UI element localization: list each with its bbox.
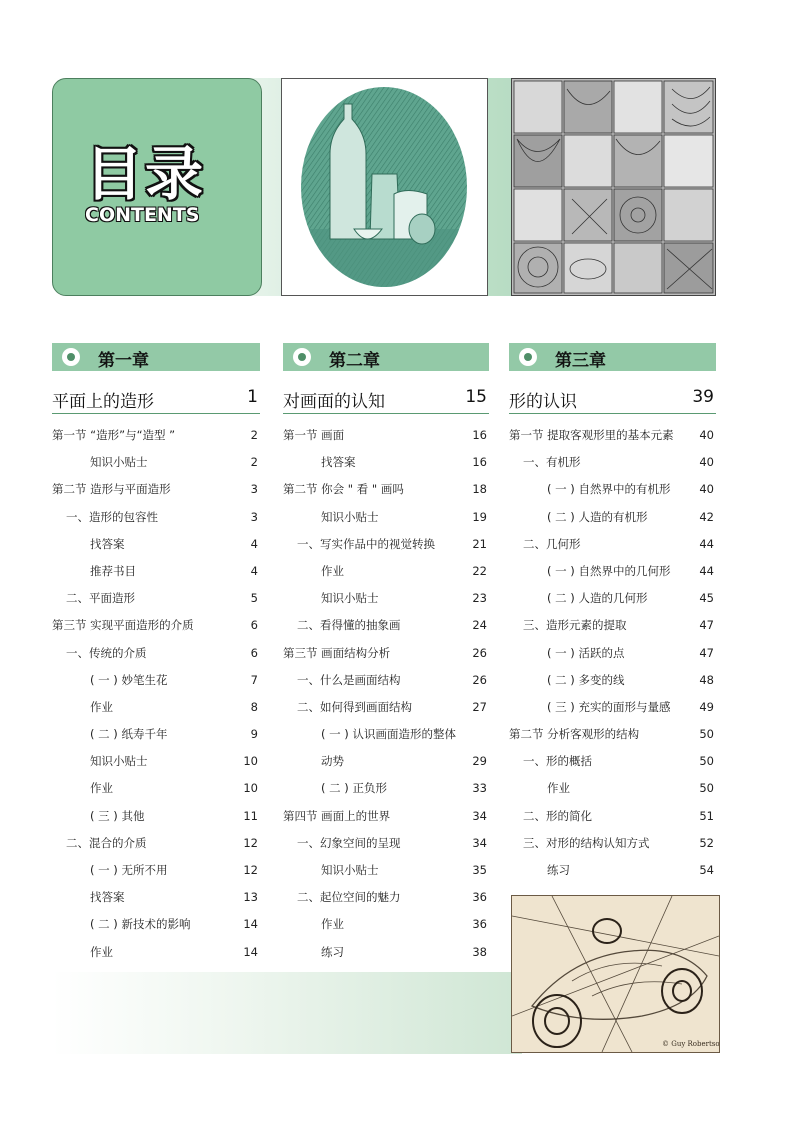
toc-entry-title: ( 二 ) 人造的几何形	[547, 591, 648, 606]
toc-entry-title: 第三节 实现平面造形的介质	[52, 618, 194, 633]
toc-entry[interactable]	[283, 646, 489, 673]
toc-entry-title: 作业	[90, 781, 113, 796]
toc-entry-title: 一、造形的包容性	[66, 509, 158, 524]
toc-entry[interactable]	[283, 781, 489, 808]
toc-entry-page: 8	[250, 699, 258, 714]
toc-entry[interactable]	[283, 863, 489, 890]
toc-entry-page: 40	[699, 455, 714, 470]
toc-entry-title: 找答案	[321, 455, 356, 470]
contents-title-box	[52, 78, 262, 296]
chapter-2-header	[283, 343, 489, 371]
toc-entry-title: 一、什么是画面结构	[297, 672, 401, 687]
toc-entry-page: 9	[250, 727, 258, 742]
toc-entry-page: 6	[250, 618, 258, 633]
toc-entry-title: 作业	[321, 563, 344, 578]
toc-entry[interactable]	[52, 863, 260, 890]
chapter-3-label: 第三章	[555, 351, 606, 371]
toc-entry[interactable]	[509, 781, 716, 808]
chapter-1-title: 平面上的造形	[52, 392, 154, 412]
toc-entry[interactable]	[283, 836, 489, 863]
toc-entry-page: 12	[243, 835, 258, 850]
toc-entry-title: 三、对形的结构认知方式	[523, 835, 650, 850]
toc-entry-title: ( 二 ) 新技术的影响	[90, 917, 191, 932]
toc-entry[interactable]	[52, 510, 260, 537]
toc-entry-page: 4	[250, 536, 258, 551]
toc-entry-title: ( 一 ) 自然界中的有机形	[547, 482, 671, 497]
pattern-collage	[512, 79, 715, 295]
chapter-3-column	[509, 343, 716, 890]
car-sketch-image	[511, 895, 720, 1053]
toc-entry-title: 一、写实作品中的视觉转换	[297, 536, 435, 551]
chapter-1-label: 第一章	[98, 351, 149, 371]
toc-entry[interactable]	[509, 809, 716, 836]
toc-entry-page: 13	[243, 890, 258, 905]
toc-entry-page: 51	[699, 808, 714, 823]
toc-entry[interactable]	[509, 618, 716, 645]
chapter-3-page: 39	[692, 387, 714, 407]
toc-entry-title: 第二节 分析客观形的结构	[509, 727, 640, 742]
toc-entry-page: 2	[250, 428, 258, 442]
toc-entry-title: 第三节 画面结构分析	[283, 645, 391, 660]
toc-entry-title: ( 一 ) 无所不用	[90, 863, 168, 877]
toc-entry-title: ( 二 ) 正负形	[321, 781, 387, 796]
toc-entry[interactable]	[52, 618, 260, 645]
toc-entry[interactable]	[52, 673, 260, 700]
toc-entry[interactable]	[283, 754, 489, 781]
toc-entry[interactable]	[52, 564, 260, 591]
toc-entry-page: 3	[250, 509, 258, 524]
toc-entry[interactable]	[52, 646, 260, 673]
toc-entry-page: 47	[699, 645, 714, 660]
signature: © Guy Robertson	[662, 1040, 719, 1048]
toc-entry[interactable]	[52, 700, 260, 727]
toc-entry-title: 知识小贴士	[90, 754, 148, 769]
toc-entry[interactable]	[509, 727, 716, 754]
toc-entry-title: 一、形的概括	[523, 754, 592, 769]
toc-entry-page: 33	[472, 781, 487, 796]
toc-entry[interactable]	[52, 455, 260, 482]
toc-entry[interactable]	[509, 673, 716, 700]
toc-entry-title: 找答案	[90, 536, 125, 551]
toc-entry-title: 第一节 提取客观形里的基本元素	[509, 428, 674, 442]
toc-entry-page: 49	[699, 699, 714, 714]
toc-entry-title: 知识小贴士	[321, 591, 379, 606]
toc-entry-title: 第四节 画面上的世界	[283, 808, 391, 823]
still-life-sketch	[282, 79, 487, 295]
toc-entry[interactable]	[283, 591, 489, 618]
toc-entry-page: 47	[699, 618, 714, 633]
toc-entry[interactable]	[509, 863, 716, 890]
toc-entry-page: 50	[699, 754, 714, 769]
toc-entry-page: 34	[472, 835, 487, 850]
toc-entry-page: 40	[699, 482, 714, 497]
toc-entry-title: 作业	[547, 781, 570, 796]
toc-entry[interactable]	[509, 455, 716, 482]
chapter-2-entries	[283, 428, 489, 972]
toc-entry-title: 作业	[90, 944, 113, 959]
toc-entry-title: 二、起位空间的魅力	[297, 890, 401, 905]
toc-entry-page: 2	[250, 455, 258, 470]
toc-entry-title: 二、平面造形	[66, 591, 135, 606]
toc-entry-title: 第一节 画面	[283, 428, 345, 442]
toc-entry-title: 一、有机形	[523, 455, 581, 470]
toc-entry[interactable]	[52, 809, 260, 836]
toc-entry[interactable]	[509, 700, 716, 727]
toc-entry-title: 知识小贴士	[321, 863, 379, 877]
toc-entry[interactable]	[509, 564, 716, 591]
toc-entry[interactable]	[283, 564, 489, 591]
toc-entry-page: 36	[472, 917, 487, 932]
toc-entry-title: ( 二 ) 纸寿千年	[90, 727, 168, 742]
chapter-3-entries	[509, 428, 716, 890]
toc-entry-page: 4	[250, 563, 258, 578]
toc-entry-page: 22	[472, 563, 487, 578]
toc-entry-page: 14	[243, 917, 258, 932]
toc-entry-title: 二、看得懂的抽象画	[297, 618, 401, 633]
chapter-1-header	[52, 343, 260, 371]
toc-entry[interactable]	[509, 591, 716, 618]
toc-entry-page: 34	[472, 808, 487, 823]
toc-entry[interactable]	[283, 537, 489, 564]
toc-entry[interactable]	[509, 836, 716, 863]
toc-entry-page: 21	[472, 536, 487, 551]
toc-entry-page: 54	[699, 863, 714, 877]
toc-entry-page: 44	[699, 563, 714, 578]
chapter-2-page: 15	[465, 387, 487, 407]
toc-entry[interactable]	[283, 890, 489, 917]
toc-entry-page: 16	[472, 428, 487, 442]
toc-entry-page: 50	[699, 781, 714, 796]
toc-entry-title: 一、幻象空间的呈现	[297, 835, 401, 850]
toc-entry-page: 10	[243, 781, 258, 796]
page-subtitle: CONTENTS	[85, 204, 200, 226]
chapter-2-label: 第二章	[329, 351, 380, 371]
toc-entry[interactable]	[283, 428, 489, 455]
toc-entry[interactable]	[283, 455, 489, 482]
toc-entry-page: 38	[472, 944, 487, 959]
toc-entry-page: 50	[699, 727, 714, 742]
bottom-gradient	[52, 972, 522, 1054]
disc-icon	[62, 348, 80, 366]
toc-entry-title: 作业	[321, 917, 344, 932]
toc-entry-title: ( 二 ) 人造的有机形	[547, 509, 648, 524]
chapter-2-title: 对画面的认知	[283, 392, 385, 412]
toc-entry-title: ( 一 ) 自然界中的几何形	[547, 563, 671, 578]
toc-entry-title: 知识小贴士	[321, 509, 379, 524]
toc-entry[interactable]	[52, 754, 260, 781]
toc-entry-page: 23	[472, 591, 487, 606]
toc-entry[interactable]	[509, 754, 716, 781]
toc-entry[interactable]	[52, 917, 260, 944]
toc-entry-page: 36	[472, 890, 487, 905]
toc-entry-title: ( 一 ) 妙笔生花	[90, 672, 168, 687]
toc-entry[interactable]	[283, 482, 489, 509]
toc-entry[interactable]	[52, 836, 260, 863]
toc-entry[interactable]	[509, 646, 716, 673]
disc-icon	[519, 348, 537, 366]
toc-entry-page: 48	[699, 672, 714, 687]
toc-entry-page: 3	[250, 482, 258, 497]
toc-entry-title: 找答案	[90, 890, 125, 905]
toc-entry-page: 40	[699, 428, 714, 442]
toc-entry[interactable]	[509, 510, 716, 537]
toc-entry[interactable]	[52, 945, 260, 972]
chapter-3-title: 形的认识	[509, 392, 577, 412]
toc-entry[interactable]	[283, 673, 489, 700]
toc-entry-title: 第一节 “造形”与“造型 ”	[52, 428, 176, 442]
toc-entry[interactable]	[52, 537, 260, 564]
toc-entry-page: 6	[250, 645, 258, 660]
toc-entry[interactable]	[283, 917, 489, 944]
toc-entry-title: 动势	[321, 754, 344, 769]
toc-entry-page: 26	[472, 645, 487, 660]
toc-entry-title: 作业	[90, 699, 113, 714]
toc-entry-page: 19	[472, 509, 487, 524]
toc-entry[interactable]	[283, 945, 489, 972]
toc-entry-page: 35	[472, 863, 487, 877]
chapter-2-column	[283, 343, 489, 972]
toc-entry-title: 第二节 造形与平面造形	[52, 482, 171, 497]
toc-entry[interactable]	[52, 727, 260, 754]
toc-entry[interactable]	[283, 809, 489, 836]
toc-entry-title: 三、造形元素的提取	[523, 618, 627, 633]
disc-icon	[293, 348, 311, 366]
toc-entry-title: ( 三 ) 其他	[90, 808, 145, 823]
toc-entry[interactable]	[52, 428, 260, 455]
toc-entry[interactable]	[283, 700, 489, 727]
toc-entry-page: 12	[243, 863, 258, 877]
toc-entry-title: 知识小贴士	[90, 455, 148, 470]
toc-entry-page: 26	[472, 672, 487, 687]
toc-entry-title: 二、如何得到画面结构	[297, 699, 412, 714]
toc-entry-page: 29	[472, 754, 487, 769]
toc-entry[interactable]	[52, 482, 260, 509]
toc-entry[interactable]	[52, 591, 260, 618]
toc-entry-page: 42	[699, 509, 714, 524]
chapter-1-title-row[interactable]	[52, 385, 260, 414]
toc-entry[interactable]	[52, 781, 260, 808]
toc-entry-title: ( 一 ) 认识画面造形的整体	[321, 727, 456, 742]
toc-entry-page: 7	[250, 672, 258, 687]
toc-entry-title: 推荐书目	[90, 563, 136, 578]
toc-entry-page: 11	[243, 808, 258, 823]
toc-entry-title: 一、传统的介质	[66, 645, 147, 660]
toc-entry-page: 27	[472, 699, 487, 714]
toc-entry-page: 5	[250, 591, 258, 606]
chapter-1-page: 1	[247, 387, 258, 407]
still-life-image	[281, 78, 488, 296]
chapter-3-header	[509, 343, 716, 371]
page-title: 目录	[85, 140, 206, 208]
toc-entry-page: 14	[243, 944, 258, 959]
toc-entry-page: 16	[472, 455, 487, 470]
toc-entry-title: ( 一 ) 活跃的点	[547, 645, 625, 660]
toc-entry-title: ( 三 ) 充实的面形与量感	[547, 699, 671, 714]
collage-image	[511, 78, 716, 296]
toc-entry-page: 52	[699, 835, 714, 850]
toc-entry-title: 二、形的简化	[523, 808, 592, 823]
toc-entry-title: 练习	[321, 944, 344, 959]
toc-entry[interactable]	[283, 510, 489, 537]
toc-entry-page: 45	[699, 591, 714, 606]
toc-entry-title: 第二节 你会 " 看 " 画吗	[283, 482, 404, 497]
toc-entry-page: 24	[472, 618, 487, 633]
toc-entry-title: 二、混合的介质	[66, 835, 147, 850]
toc-entry-title: 练习	[547, 863, 570, 877]
toc-entry[interactable]	[283, 618, 489, 645]
toc-entry[interactable]	[52, 890, 260, 917]
toc-entry-page: 10	[243, 754, 258, 769]
toc-entry[interactable]	[283, 727, 489, 754]
toc-entry-page: 44	[699, 536, 714, 551]
car-sketch	[512, 896, 719, 1052]
toc-entry-page: 18	[472, 482, 487, 497]
chapter-1-column	[52, 343, 260, 972]
chapter-2-title-row[interactable]	[283, 385, 489, 414]
chapter-1-entries	[52, 428, 260, 972]
toc-entry[interactable]	[509, 537, 716, 564]
toc-entry-title: ( 二 ) 多变的线	[547, 672, 625, 687]
toc-entry[interactable]	[509, 482, 716, 509]
toc-entry-title: 二、几何形	[523, 536, 581, 551]
toc-entry[interactable]	[509, 428, 716, 455]
chapter-3-title-row[interactable]	[509, 385, 716, 414]
